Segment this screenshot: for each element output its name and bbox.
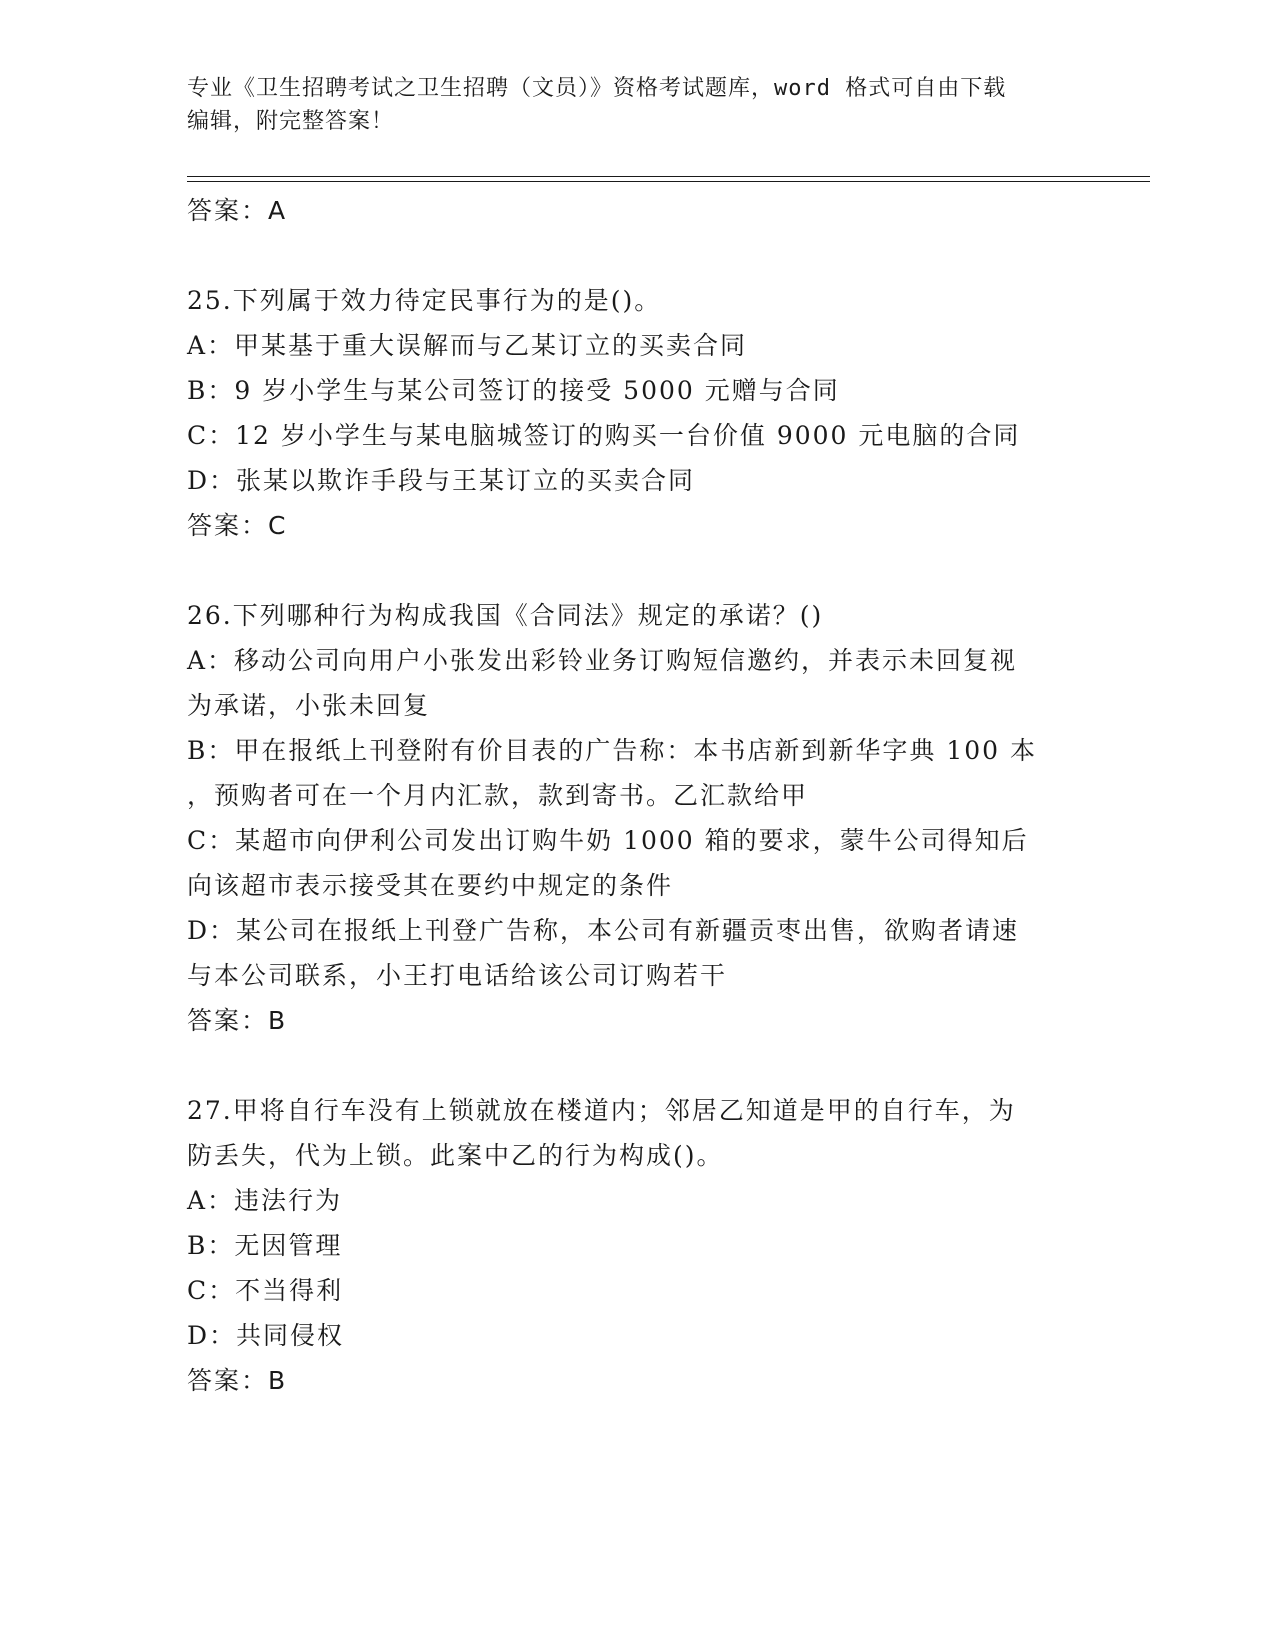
question-block [187, 1088, 1087, 1403]
header-divider-bottom [187, 181, 1150, 182]
answer-option: ，预购者可在一个月内汇款，款到寄书。乙汇款给甲 [187, 781, 809, 810]
answer-option: D：某公司在报纸上刊登广告称，本公司有新疆贡枣出售，欲购者请速 [187, 916, 1020, 945]
document-header [187, 72, 1067, 138]
answer-option: A：甲某基于重大误解而与乙某订立的买卖合同 [187, 331, 748, 360]
questions-container [187, 278, 1087, 1403]
answer-option: B：无因管理 [187, 1231, 343, 1260]
question-block [187, 593, 1087, 1088]
correct-answer: 答案：B [187, 1006, 288, 1035]
answer-option: C：12 岁小学生与某电脑城签订的购买一台价值 9000 元电脑的合同 [187, 421, 1021, 450]
question-stem: 防丢失，代为上锁。此案中乙的行为构成()。 [187, 1141, 724, 1170]
header-line-2: 编辑，附完整答案！ [187, 109, 395, 134]
answer-option: 为承诺，小张未回复 [187, 691, 431, 720]
question-stem: 26.下列哪种行为构成我国《合同法》规定的承诺？() [187, 601, 824, 630]
answer-option: 向该超市表示接受其在要约中规定的条件 [187, 871, 674, 900]
answer-option: B：9 岁小学生与某公司签订的接受 5000 元赠与合同 [187, 376, 840, 405]
correct-answer: 答案：B [187, 1366, 288, 1395]
answer-option: A：移动公司向用户小张发出彩铃业务订购短信邀约，并表示未回复视 [187, 646, 1018, 675]
answer-option: B：甲在报纸上刊登附有价目表的广告称：本书店新到新华字典 100 本 [187, 736, 1037, 765]
question-list [187, 188, 1087, 1403]
spacer [187, 1043, 1087, 1088]
correct-answer: 答案：C [187, 511, 288, 540]
question-stem: 25.下列属于效力待定民事行为的是()。 [187, 286, 662, 315]
answer-option: D：共同侵权 [187, 1321, 345, 1350]
question-block [187, 278, 1087, 593]
question-stem: 27.甲将自行车没有上锁就放在楼道内；邻居乙知道是甲的自行车，为 [187, 1096, 1016, 1125]
spacer [187, 233, 1087, 278]
answer-option: A：违法行为 [187, 1186, 343, 1215]
answer-option: 与本公司联系，小王打电话给该公司订购若干 [187, 961, 728, 990]
answer-option: C：某超市向伊利公司发出订购牛奶 1000 箱的要求，蒙牛公司得知后 [187, 826, 1029, 855]
header-divider-top [187, 176, 1150, 177]
header-line-1: 专业《卫生招聘考试之卫生招聘（文员）》资格考试题库，word 格式可自由下载 [187, 76, 1007, 101]
previous-answer: 答案：A [187, 196, 288, 225]
answer-option: C：不当得利 [187, 1276, 344, 1305]
answer-option: D：张某以欺诈手段与王某订立的买卖合同 [187, 466, 696, 495]
spacer [187, 548, 1087, 593]
